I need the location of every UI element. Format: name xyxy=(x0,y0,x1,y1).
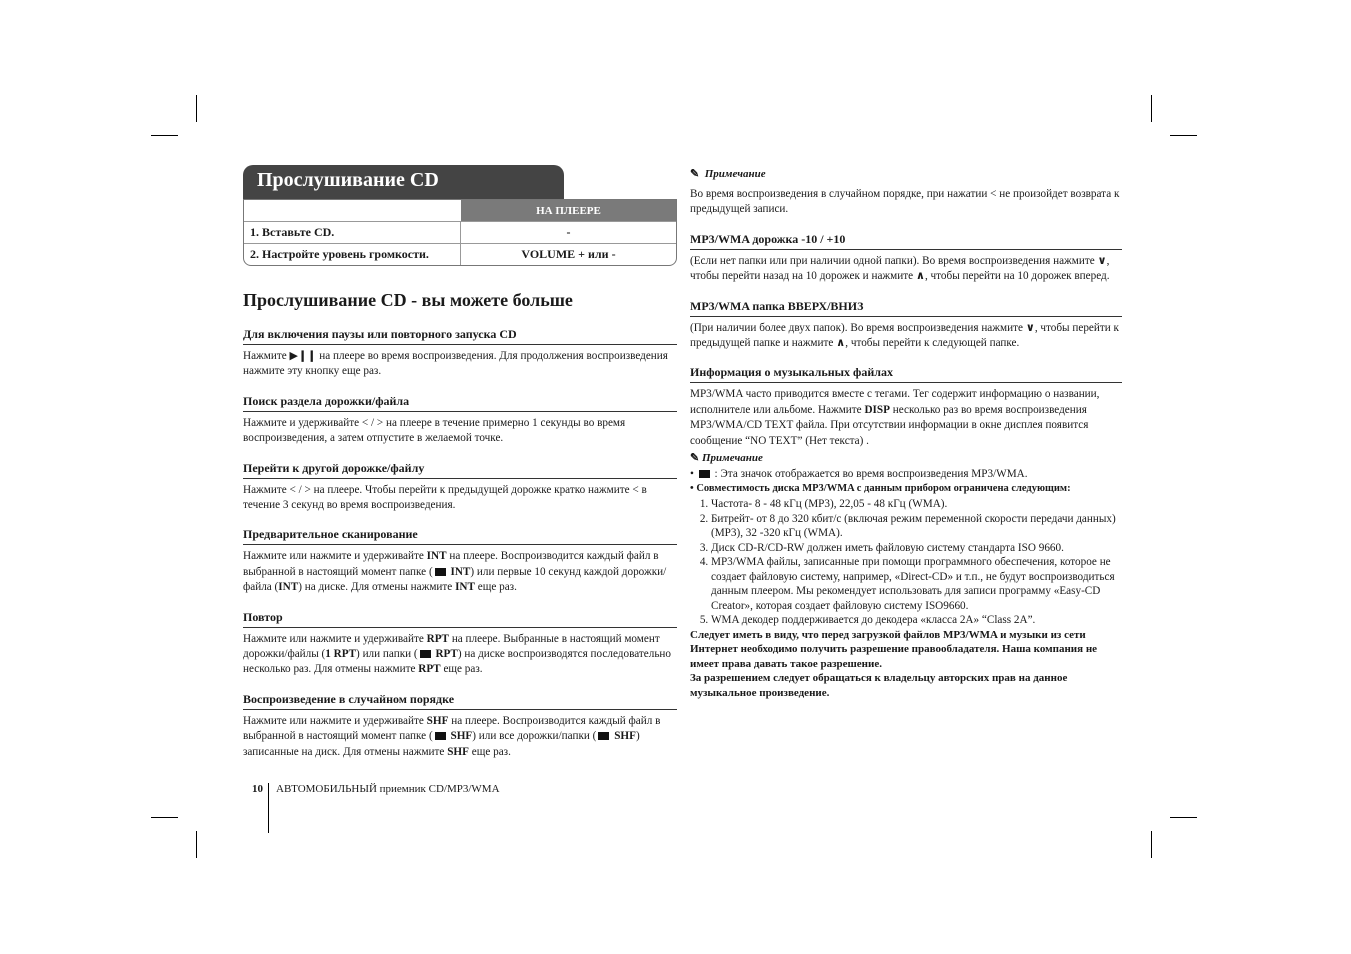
down-icon: ∨ xyxy=(1025,321,1035,334)
list-item: 3. Диск CD-R/CD-RW должен иметь файловую систему стандарта ISO 9660. xyxy=(711,541,1122,556)
note-icon: ✎ xyxy=(690,168,700,180)
folder-icon xyxy=(435,568,446,576)
section-text: MP3/WMA часто приводится вместе с тегами. Тег содержит информацию о названии, исполнителе или альбоме. Нажмите DISP несколько раз во время воспроизведения MP3/WMA/CD TEXT файла. При отсутствии информации в окне дисплея появится сообщение “NO TEXT” (Нет текста) . xyxy=(690,388,1100,447)
folder-icon xyxy=(420,650,431,658)
footer-text: АВТОМОБИЛЬНЫЙ приемник CD/MP3/WMA xyxy=(276,783,500,795)
section-heading: MP3/WMA дорожка -10 / +10 xyxy=(690,232,1122,250)
up-icon: ∧ xyxy=(915,270,925,283)
table-header-empty xyxy=(244,200,461,221)
crop-mark xyxy=(151,135,178,136)
section-shuffle xyxy=(243,692,677,760)
section-text: (Если нет папки или при наличии одной папки). Во время воспроизведения нажмите ∨, чтобы перейти назад на 10 дорожек и нажмите ∧, чтобы перейти на 10 дорожек вперед. xyxy=(690,254,1110,283)
section-heading: Поиск раздела дорожки/файла xyxy=(243,394,677,412)
note-icon: ✎ xyxy=(690,452,700,465)
section-skip xyxy=(243,461,677,514)
section-heading: Повтор xyxy=(243,610,677,628)
crop-mark xyxy=(196,95,197,122)
section-heading: Воспроизведение в случайном порядке xyxy=(243,692,677,710)
table-row xyxy=(244,221,676,243)
section-text: Нажмите или нажмите и удерживайте SHF на плеере. Воспроизводится каждый файл в выбранной в настоящий момент папке ( SHF) или все дорожки/папки ( SHF) записанные на диск. Для отмены нажмите SHF еще раз. xyxy=(243,714,661,758)
crop-mark xyxy=(151,817,178,818)
note-title: ✎ Примечание xyxy=(690,452,763,465)
footer-divider xyxy=(268,783,269,833)
section-mp3-track xyxy=(690,232,1122,285)
section-music-info xyxy=(690,365,1122,449)
folder-icon xyxy=(598,732,609,740)
note-bullet: • : Эта значок отображается во время воспроизведения MP3/WMA. xyxy=(690,468,1028,481)
page-number: 10 xyxy=(252,783,263,795)
section-text: (При наличии более двух папок). Во время воспроизведения нажмите ∨, чтобы перейти к предыдущей папке и нажмите ∧, чтобы перейти к следующей папке. xyxy=(690,321,1119,350)
down-icon: ∨ xyxy=(1097,254,1107,267)
crop-mark xyxy=(1151,831,1152,858)
page-footer xyxy=(252,783,500,795)
list-item: 5. WMA декодер поддерживается до декодера «класса 2A» “Class 2A”. xyxy=(711,613,1122,628)
table-cell-value: - xyxy=(461,221,676,243)
section-mp3-folder xyxy=(690,299,1122,352)
table-cell-value: VOLUME + или - xyxy=(461,243,676,265)
section-heading: Перейти к другой дорожке/файлу xyxy=(243,461,677,479)
table-cell-label: 2. Настройте уровень громкости. xyxy=(244,243,461,265)
section-heading: MP3/WMA папка ВВЕРХ/ВНИЗ xyxy=(690,299,1122,317)
crop-mark xyxy=(1170,817,1197,818)
list-item: 4. MP3/WMA файлы, записанные при помощи программного обеспечения, которое не создает файловую систему, например, «Direct-CD» и т.п., не будут воспроизводиться данным плеером. Мы рекомендует использовать для записи программу «Easy-CD Creator», которая создает файловую систему ISO9660. xyxy=(711,555,1122,613)
note-bullet: • Совместимость диска MP3/WMA с данным прибором ограничена следующим: xyxy=(690,482,1071,494)
section-subtitle: Прослушивание CD - вы можете больше xyxy=(243,290,573,310)
table-cell-label: 1. Вставьте CD. xyxy=(244,221,461,243)
folder-icon xyxy=(435,732,446,740)
note-text: Во время воспроизведения в случайном порядке, при нажатии < не произойдет возврата к предыдущей записи. xyxy=(690,188,1120,216)
list-item: 2. Битрейт- от 8 до 320 кбит/с (включая режим переменной скорости передачи данных)(MP3), 32 -320 кГц (WMA). xyxy=(711,512,1122,541)
crop-mark xyxy=(196,831,197,858)
section-text: Нажмите ▶❙❙ на плеере во время воспроизведения. Для продолжения воспроизведения нажмите эту кнопку еще раз. xyxy=(243,350,668,378)
note-title: ✎ Примечание xyxy=(690,168,766,180)
table-header: НА ПЛЕЕРЕ xyxy=(461,200,676,221)
right-column xyxy=(690,165,1122,700)
crop-mark xyxy=(1151,95,1152,122)
left-column xyxy=(243,165,677,774)
copyright-warning: За разрешением следует обращаться к владельцу авторских прав на данное музыкальное произведение. xyxy=(690,672,1068,699)
section-heading: Информация о музыкальных файлах xyxy=(690,365,1122,383)
crop-mark xyxy=(1170,135,1197,136)
up-icon: ∧ xyxy=(836,337,846,350)
section-text: Нажмите < / > на плеере. Чтобы перейти к предыдущей дорожке кратко нажмите < в течение 3 секунд во время воспроизведения. xyxy=(243,483,647,512)
section-intro-scan xyxy=(243,527,677,595)
section-heading: Предварительное сканирование xyxy=(243,527,677,545)
play-pause-icon: ▶❙❙ xyxy=(289,350,317,362)
operations-table xyxy=(243,199,677,266)
section-text: Нажмите или нажмите и удерживайте INT на плеере. Воспроизводится каждый файл в выбранной в настоящий момент папке ( INT) или первые 10 секунд каждой дорожки/файла (INT) на диске. Для отмены нажмите INT еще раз. xyxy=(243,550,667,594)
section-heading: Для включения паузы или повторного запуска CD xyxy=(243,327,677,345)
section-pause xyxy=(243,327,677,380)
section-search xyxy=(243,394,677,447)
spec-list xyxy=(690,497,1122,628)
section-text: Нажмите или нажмите и удерживайте RPT на плеере. Выбранные в настоящий момент дорожки/файлы (1 RPT) или папки ( RPT) на диске воспроизводятся последовательно несколько раз. Для отмены нажмите RPT еще раз. xyxy=(243,632,671,676)
page-title: Прослушивание CD xyxy=(243,165,564,199)
section-text: Нажмите и удерживайте < / > на плеере в течение примерно 1 секунды во время воспроизведения, а затем отпустите в желаемой точке. xyxy=(243,416,626,445)
table-row xyxy=(244,243,676,265)
folder-icon xyxy=(699,470,710,478)
section-repeat xyxy=(243,610,677,678)
copyright-warning: Следует иметь в виду, что перед загрузкой файлов MP3/WMA и музыки из сети Интернет необходимо получить разрешение правообладателя. Наша компания не имеет права давать такое разрешение. xyxy=(690,628,1098,670)
list-item: 1. Частота- 8 - 48 кГц (MP3), 22,05 - 48 кГц (WMA). xyxy=(711,497,1122,512)
